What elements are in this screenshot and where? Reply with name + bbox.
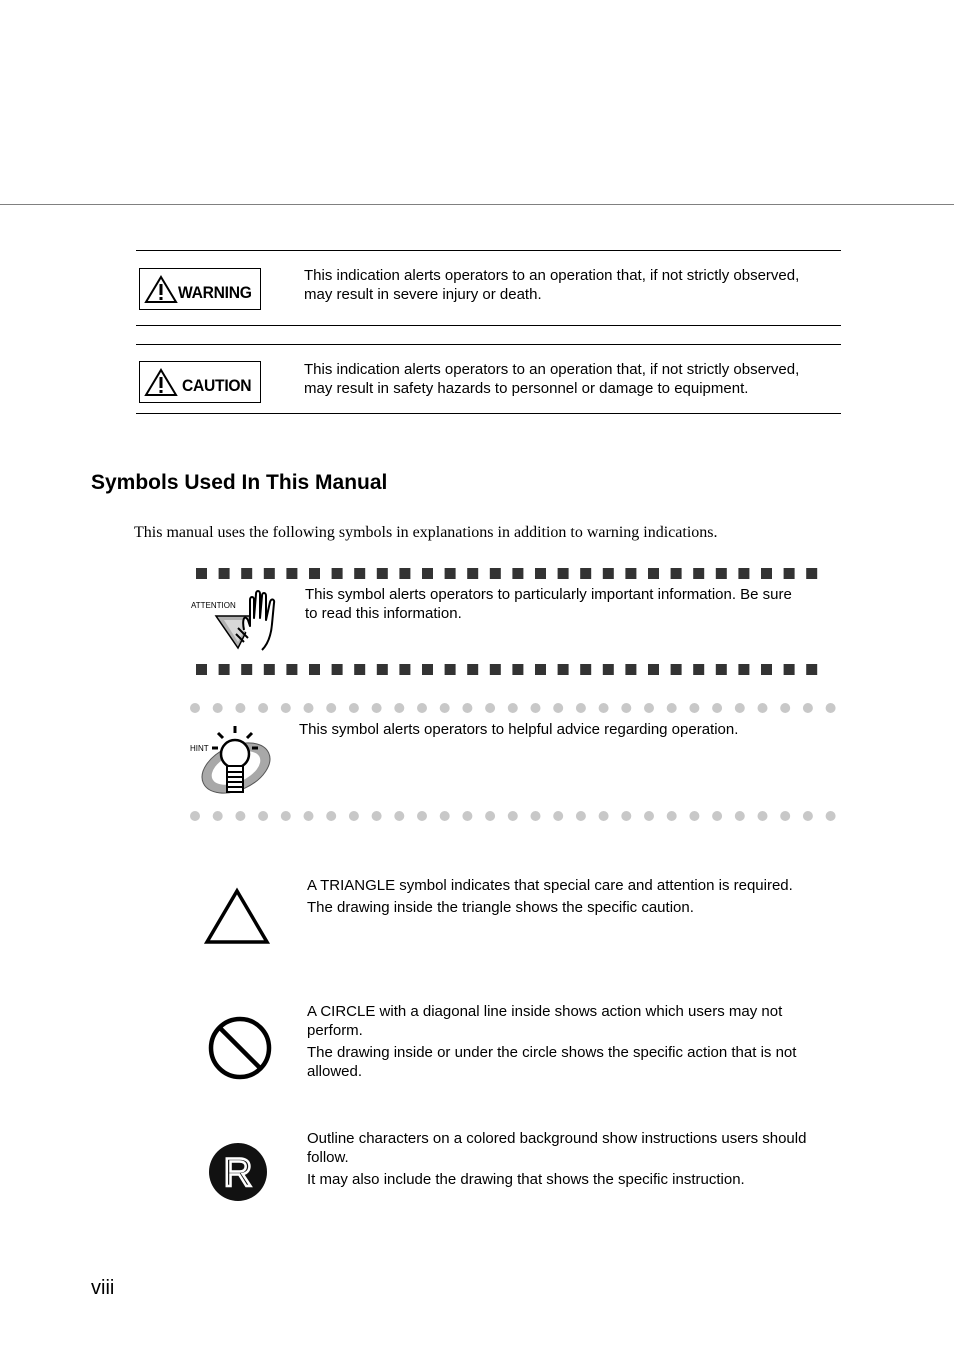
attention-border-square — [309, 664, 320, 675]
attention-border-square — [377, 568, 388, 579]
hint-border-dot — [258, 703, 268, 713]
attention-border-square — [354, 664, 365, 675]
attention-hand-icon — [214, 590, 286, 652]
attention-border-square — [467, 664, 478, 675]
attention-border-square — [716, 568, 727, 579]
hint-border-dot — [304, 811, 314, 821]
hint-border-dot — [394, 703, 404, 713]
hint-border-dot — [440, 811, 450, 821]
hint-border-dot — [508, 703, 518, 713]
attention-description: This symbol alerts operators to particularly important information. Be sure to read this information. — [305, 586, 792, 622]
attention-border-square — [219, 664, 230, 675]
hint-border-dot — [531, 703, 541, 713]
attention-border-square — [354, 568, 365, 579]
hint-border-dot — [735, 811, 745, 821]
hint-border-dot — [235, 703, 245, 713]
attention-border-square — [490, 664, 501, 675]
attention-border-square — [241, 664, 252, 675]
attention-border-square — [422, 568, 433, 579]
attention-border-square — [219, 568, 230, 579]
attention-border-square — [512, 664, 523, 675]
attention-border-square — [806, 568, 817, 579]
hint-border-dot — [372, 703, 382, 713]
section-heading: Symbols Used In This Manual — [91, 471, 388, 494]
attention-border-square — [490, 568, 501, 579]
hint-border-dot — [780, 703, 790, 713]
page-number: viii — [91, 1277, 115, 1299]
attention-border-square — [603, 664, 614, 675]
attention-border-square — [716, 664, 727, 675]
hint-border-dot — [780, 811, 790, 821]
hint-border-dot — [258, 811, 268, 821]
attention-border-square — [784, 568, 795, 579]
attention-border-square — [535, 664, 546, 675]
attention-border-square — [264, 664, 275, 675]
hint-border-dot — [349, 811, 359, 821]
hint-border-dot — [440, 703, 450, 713]
hint-border-dot — [213, 811, 223, 821]
hint-border-dot — [281, 811, 291, 821]
attention-border-square — [671, 664, 682, 675]
caution-triangle-icon — [144, 368, 178, 398]
hint-border-dot — [235, 811, 245, 821]
warning-description: This indication alerts operators to an operation that, if not strictly observed, may result in severe injury or death. — [304, 267, 800, 303]
hint-border-dot — [758, 811, 768, 821]
hint-border-dot — [576, 811, 586, 821]
attention-border-square — [648, 568, 659, 579]
attention-border-square — [693, 568, 704, 579]
triangle-description: A TRIANGLE symbol indicates that special care and attention is required. The drawing inside the triangle shows the specific caution. — [307, 877, 793, 916]
hint-lightbulb-icon — [194, 722, 276, 802]
attention-border-square — [761, 664, 772, 675]
hint-border-dot — [553, 811, 563, 821]
prohibited-circle-icon — [207, 1015, 273, 1081]
attention-border-square — [738, 568, 749, 579]
hint-border-dot — [712, 703, 722, 713]
hint-border-dot — [417, 703, 427, 713]
warning-triangle-icon — [144, 275, 178, 305]
attention-border-square — [286, 568, 297, 579]
hint-border-dot — [826, 811, 836, 821]
attention-border-square — [693, 664, 704, 675]
hint-border-dot — [803, 703, 813, 713]
hint-border-dot — [576, 703, 586, 713]
hint-border-dot — [712, 811, 722, 821]
hint-border-dot — [485, 811, 495, 821]
hint-border-dot — [349, 703, 359, 713]
caution-top-rule — [136, 344, 841, 345]
page-header-rule — [0, 204, 954, 205]
hint-border-dot — [417, 811, 427, 821]
circle-description: A CIRCLE with a diagonal line inside shows action which users may not perform. The drawing inside or under the circle shows the specific action that is not allowed. — [307, 1003, 797, 1080]
hint-frame — [185, 700, 837, 825]
triangle-caution-icon — [203, 887, 271, 945]
hint-border-dot — [735, 703, 745, 713]
attention-border-square — [332, 568, 343, 579]
attention-border-square — [332, 664, 343, 675]
hint-description: This symbol alerts operators to helpful advice regarding operation. — [299, 721, 739, 738]
attention-border-square — [580, 568, 591, 579]
attention-border-square — [264, 568, 275, 579]
attention-border-square — [761, 568, 772, 579]
attention-border-square — [558, 664, 569, 675]
attention-border-square — [309, 568, 320, 579]
attention-border-square — [580, 664, 591, 675]
hint-border-dot — [281, 703, 291, 713]
warning-top-rule — [136, 250, 841, 251]
attention-border-square — [603, 568, 614, 579]
attention-border-square — [738, 664, 749, 675]
attention-border-square — [558, 568, 569, 579]
hint-border-dot — [667, 811, 677, 821]
attention-border-square — [422, 664, 433, 675]
instruction-glyph: R — [223, 1151, 253, 1195]
attention-border-square — [196, 664, 207, 675]
attention-border-square — [196, 568, 207, 579]
attention-border-square — [671, 568, 682, 579]
caution-bottom-rule — [136, 413, 841, 414]
warning-label-box — [139, 268, 261, 310]
warning-label: WARNING — [178, 283, 252, 302]
attention-border-square — [784, 664, 795, 675]
outline-description: Outline characters on a colored background show instructions users should follow. It may also include the drawing that shows the specific instruction. — [307, 1130, 807, 1188]
hint-border-dot — [394, 811, 404, 821]
hint-border-dot — [304, 703, 314, 713]
hint-border-dot — [826, 703, 836, 713]
hint-border-dot — [326, 811, 336, 821]
instruction-outline-icon — [207, 1141, 269, 1203]
hint-border-dot — [621, 811, 631, 821]
attention-border-square — [467, 568, 478, 579]
attention-border-square — [399, 664, 410, 675]
hint-border-dot — [599, 811, 609, 821]
attention-border-square — [445, 664, 456, 675]
hint-border-dot — [190, 811, 200, 821]
hint-border-dot — [803, 811, 813, 821]
hint-border-dot — [462, 811, 472, 821]
hint-border-dot — [462, 703, 472, 713]
hint-border-dot — [689, 703, 699, 713]
hint-border-dot — [531, 811, 541, 821]
hint-border-dot — [326, 703, 336, 713]
attention-border-square — [286, 664, 297, 675]
section-intro: This manual uses the following symbols in explanations in addition to warning indications. — [134, 524, 718, 541]
hint-border-dot — [644, 703, 654, 713]
hint-border-dot — [485, 703, 495, 713]
hint-border-dot — [667, 703, 677, 713]
attention-border-square — [625, 568, 636, 579]
attention-border-square — [535, 568, 546, 579]
hint-border-dot — [190, 703, 200, 713]
hint-border-dot — [689, 811, 699, 821]
hint-border-dot — [372, 811, 382, 821]
hint-border-dot — [599, 703, 609, 713]
hint-border-dot — [621, 703, 631, 713]
hint-border-dot — [553, 703, 563, 713]
attention-label: ATTENTION — [191, 601, 236, 610]
hint-border-dot — [758, 703, 768, 713]
hint-border-dot — [508, 811, 518, 821]
attention-border-square — [625, 664, 636, 675]
attention-border-square — [512, 568, 523, 579]
caution-label-box — [139, 361, 261, 403]
caution-description: This indication alerts operators to an operation that, if not strictly observed, may result in safety hazards to personnel or damage to equipment. — [304, 361, 800, 397]
attention-border-square — [241, 568, 252, 579]
attention-border-square — [377, 664, 388, 675]
warning-bottom-rule — [136, 325, 841, 326]
hint-label: HINT — [190, 744, 209, 753]
attention-border-square — [648, 664, 659, 675]
attention-border-square — [399, 568, 410, 579]
attention-border-square — [445, 568, 456, 579]
attention-border-square — [806, 664, 817, 675]
hint-border-dot — [213, 703, 223, 713]
hint-border-dot — [644, 811, 654, 821]
caution-label: CAUTION — [182, 376, 252, 395]
